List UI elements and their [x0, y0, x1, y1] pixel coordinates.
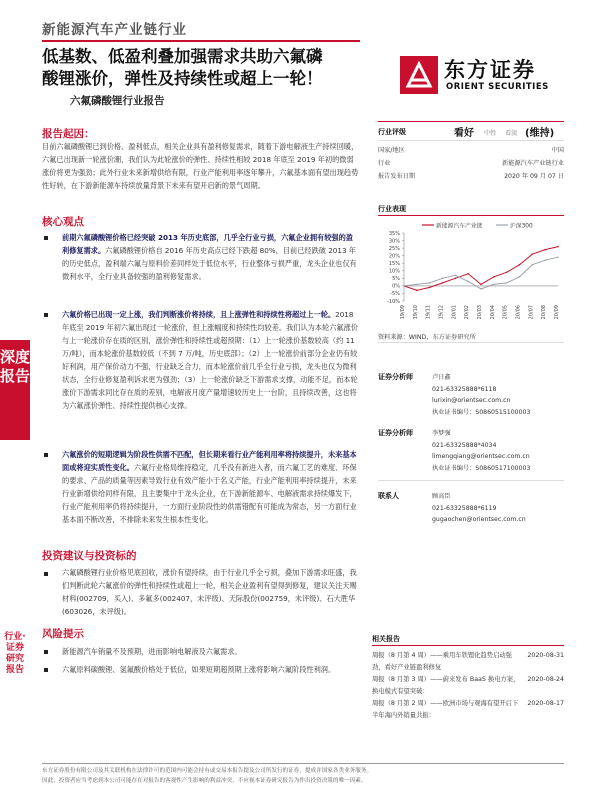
- related-item-2[interactable]: 周报（8 月第 3 周）——蔚来发布 BaaS 换电方案，换电模式有望突破：: [372, 676, 520, 695]
- contact-role: 联系人: [378, 492, 399, 500]
- rating-divider: [378, 140, 564, 141]
- rating-row-date-key: 报告发布日期: [378, 173, 416, 180]
- x-tick-label: 20/07: [528, 305, 535, 320]
- analyst-2-cert: 执业证书编号：S0860517100003: [432, 464, 531, 472]
- core-item-2-rest: 2018 年底至 2019 年初六氟出现过一轮涨价，但上涨幅度和持续性均较差。我们认为本轮六氟涨价与上一轮涨价存在质的区别，涨价弹性和持续性或超预期：（1）上一轮涨价基数较高（约 11 万/吨），而本轮涨价基数较低（不到 7 万/吨，历史底部）；（2）上一轮涨价前部分企业仍有较好利润，用产保价动力不强，行业缺乏合力，而本轮涨价前几乎全行业亏损，龙头也仅为微利状态，全行业修复盈利诉求更为强劲；（3）上一轮涨价缺乏下游需求支撑，动能不足，而本轮涨价下游需求同比存在质的差别，电解液月度产量增速较历史上一台阶，且持续改善，这也将为六氟涨价弹性、持续性提供核心支撑。: [62, 310, 358, 410]
- title-line-1: 低基数、低盈利叠加强需求共助六氟磷: [42, 47, 323, 66]
- point-index: [442, 278, 444, 280]
- point-sector: [416, 290, 418, 292]
- core-item-3: [62, 448, 360, 526]
- performance-source: 资料来源：WIND，东方证券研究所: [378, 334, 476, 341]
- analyst-1-name: 卢日鑫: [432, 374, 451, 381]
- point-index: [403, 285, 405, 287]
- related-heading: 相关报告: [372, 635, 400, 643]
- rating-row-date-value: 2020 年 09 月 07 日: [504, 173, 564, 180]
- x-tick-label: 20/04: [489, 305, 496, 320]
- sector-divider: [42, 40, 360, 42]
- point-sector: [544, 249, 546, 251]
- point-index: [455, 275, 457, 277]
- core-item-1-rest: 六氟磷酸锂价格自 2016 年历史高点已经下跌超 80%，目前已经跌破 2013 年的历史低点，盈利端六氟与原料价差同样处于低位水平，行业整体亏损严重，龙头企业也仅有微利水平，全行业具备较强的盈利修复需求。: [62, 246, 357, 281]
- related-item-1-date: 2020-08-31: [527, 652, 564, 659]
- logo-name-en: ORIENT SECURITIES: [446, 82, 549, 92]
- point-sector: [493, 276, 495, 278]
- y-tick-label: 20%: [388, 253, 400, 260]
- point-sector: [455, 278, 457, 280]
- point-index: [493, 284, 495, 286]
- footer-line-2: 因此，投资者应当考虑到本公司可能存在对报告的客观性产生影响的利益冲突，不应视本证券研究报告为作出投资决策的唯一因素。: [42, 778, 367, 784]
- analyst-2-block: [432, 428, 530, 474]
- rating-row-industry-key: 行业: [378, 160, 391, 167]
- rating-row-region-value: 中国: [551, 147, 564, 154]
- performance-heading: 行业表现: [378, 205, 406, 213]
- rating-top-rule: [378, 121, 564, 122]
- analyst-2-name: 李梦强: [432, 430, 451, 437]
- rating-row-region-key: 国家/地区: [378, 147, 405, 154]
- footer-rule: [42, 763, 564, 764]
- contact-name: 顾高臣: [432, 493, 451, 500]
- origin-text: 目前六氟磷酸锂已到价格、盈利低点，相关企业具有盈利修复需求，随着下游电解液生产持续回暖，六氟已出现新一轮涨价潮，我们认为此轮涨价的弹性、持续性相较 2018 年底至 2019 年初的微弱涨价将更为强劲；此外行业未来新增供给有限，行业产能利用率逐年攀升，六氟基本面有望出现趋势性好转，在下游新能源车持续放量背景下未来有望开启新的景气周期。: [42, 142, 359, 190]
- x-tick-label: 20/08: [541, 305, 548, 320]
- performance-chart: [378, 219, 564, 329]
- report-subtitle: 六氟磷酸锂行业报告: [70, 95, 165, 107]
- point-sector: [442, 282, 444, 284]
- y-tick-label: 15%: [388, 261, 400, 268]
- legend-sector-label: 新能源汽车产业链: [436, 223, 483, 230]
- analyst-1-block: [432, 372, 530, 418]
- analyst-2-email[interactable]: limengqiang@orientsec.com.cn: [432, 453, 530, 460]
- point-index: [416, 284, 418, 286]
- contact-email[interactable]: gugaochen@orientsec.com.cn: [432, 516, 526, 523]
- core-item-3-lead: 六氟涨价的短期逻辑为阶段性供需不匹配，但长期来看行业产能利用率将持续提升，未来基本面或将迎实质性变化。: [62, 450, 357, 472]
- rating-mid: 中性: [484, 130, 497, 137]
- bullet-icon: [44, 313, 48, 317]
- footer-disclaimer: [42, 766, 564, 786]
- core-item-2: [62, 308, 360, 412]
- logo-name-cn: 东方证券: [444, 58, 536, 82]
- analyst-1-phone: 021-63325888*6118: [432, 385, 497, 393]
- rating-value: 看好: [454, 128, 474, 139]
- performance-rule: [378, 215, 564, 216]
- x-tick-label: 20/05: [502, 305, 509, 320]
- orient-securities-logo: [400, 52, 565, 100]
- y-tick-label: -5%: [390, 291, 400, 298]
- performance-chart-svg: [378, 219, 564, 329]
- point-sector: [467, 273, 469, 275]
- origin-heading: 报告起因：: [42, 128, 95, 140]
- invest-heading: 投资建议与投资标的: [42, 550, 137, 562]
- point-index: [532, 264, 534, 266]
- contact-block: [432, 491, 526, 526]
- related-rule: [372, 645, 564, 646]
- risk-item-2: 六氟原料碳酸锂、氢氟酸价格处于低位，如果短期超预期上涨将影响六氟阶段性利润。: [62, 665, 336, 674]
- rating-low: 看淡: [505, 130, 518, 137]
- y-tick-label: 5%: [392, 276, 400, 283]
- analyst-1-email[interactable]: lurixin@orientsec.com.cn: [432, 397, 511, 404]
- core-item-3-rest: 六氟行业格局维持稳定，几乎没有新进入者，而六氟工艺的难度、环保的要求、产品的质量等因素导致行业有效产能小于名义产能，行业产能利用率持续提升，未来行业新增供给同样有限，且主要集中于龙头企业，在下游新能源车、电解液需求持续爆发下，行业产能利用率仍将持续提升，一方面行业阶段性的供需错配有可能成为常态，另一方面行业基本面不断改善，不排除未来发生根本性变化。: [62, 463, 357, 524]
- bullet-icon: [44, 572, 48, 576]
- bullet-icon: [44, 236, 48, 240]
- risk-heading: 风险提示: [42, 628, 84, 640]
- side-tag: 行业·证券研究报告: [4, 632, 26, 675]
- x-tick-label: 19/09: [400, 305, 406, 320]
- y-tick-label: 10%: [388, 268, 400, 275]
- y-tick-label: 0%: [392, 283, 400, 290]
- related-item-2-date: 2020-08-24: [527, 676, 564, 683]
- x-tick-label: 20/03: [477, 305, 483, 320]
- bullet-icon: [44, 668, 48, 672]
- logo-mark-icon: [400, 56, 438, 94]
- point-index: [544, 259, 546, 261]
- point-sector: [532, 253, 534, 255]
- point-sector: [519, 264, 521, 266]
- invest-text: 六氟磷酸锂行业价格见底回收，涨价有望持续，由于行业几乎全亏损，叠加下游需求旺盛，我们判断此轮六氟涨价的弹性和持续性或超上一轮，相关企业盈利有望得到修复，建议关注天赐材料(002709，买入)、多氟多(002407，未评级)、天际股份(002759，未评级)、石大胜华(603026，未评级)。: [62, 568, 357, 616]
- core-heading: 核心观点: [42, 216, 84, 228]
- x-tick-label: 20/02: [464, 305, 471, 320]
- analyst-1-role: 证券分析师: [378, 373, 413, 381]
- y-tick-label: -10%: [387, 298, 400, 305]
- side-band: [0, 340, 30, 440]
- x-tick-label: 20/09: [554, 305, 560, 320]
- related-item-1[interactable]: 周报（8 月第 4 周）——乘用车铁锂化趋势启动强劲，看好产业链盈利修复: [372, 652, 512, 671]
- x-tick-label: 19/10: [412, 305, 419, 320]
- analyst-2-role: 证券分析师: [378, 429, 413, 437]
- title-line-2: 酸锂涨价，弹性及持续性或超上一轮！: [42, 69, 323, 88]
- analyst-2-phone: 021-63325888*4034: [432, 441, 497, 449]
- point-index: [467, 281, 469, 283]
- point-index: [480, 288, 482, 290]
- performance-bottom-rule: [378, 342, 564, 343]
- sector-label: 新能源汽车产业链行业: [42, 22, 187, 38]
- analyst-1-cert: 执业证书编号：S0860515100003: [432, 408, 531, 416]
- related-item-3[interactable]: 周报（8 月第 2 周）——欧洲市场与观海有望开启下半年海内外销量共振：: [372, 700, 519, 719]
- core-item-1: [62, 231, 360, 283]
- core-item-2-lead: 六氟价格已出现一定上涨，我们判断涨价将持续，且上涨弹性和持续性将超过上一轮。: [62, 310, 336, 319]
- report-title: [42, 46, 377, 90]
- rating-label: 行业评级: [378, 128, 406, 136]
- point-index: [506, 282, 508, 284]
- rating-status: (维持): [525, 128, 555, 139]
- point-sector: [480, 284, 482, 286]
- x-tick-label: 20/01: [451, 305, 458, 320]
- core-item-1-lead: 前期六氟磷酸锂价格已经突破 2013 年历史底部，几乎全行业亏损，六氟企业拥有较强的盈利修复需求。: [62, 233, 353, 255]
- bullet-icon: [44, 650, 48, 654]
- point-index: [557, 256, 559, 258]
- point-index: [429, 282, 431, 284]
- side-band-line-2: 报告: [0, 367, 31, 385]
- x-tick-label: 19/11: [425, 305, 432, 320]
- x-tick-label: 20/06: [515, 305, 522, 320]
- side-band-line-1: 深度: [0, 348, 31, 366]
- risk-item-1: 新能源汽车销量不及预期，进而影响电解液及六氟需求。: [62, 647, 242, 656]
- point-index: [519, 276, 521, 278]
- contact-phone: 021-63325888*6119: [432, 504, 497, 512]
- footer-line-1: 东方证券股份有限公司及其关联机构在法律许可的范围内可能会持有或交易本报告提及公司所发行的证券，提成并国家各类业务服务。: [42, 768, 373, 774]
- point-sector: [557, 246, 559, 248]
- bullet-icon: [44, 453, 48, 457]
- rating-row-industry-value: 新能源汽车产业链行业: [502, 160, 564, 167]
- analyst-divider: [378, 480, 564, 481]
- point-sector: [429, 287, 431, 289]
- legend-index-label: 沪深300: [510, 223, 533, 230]
- y-tick-label: 30%: [388, 238, 400, 245]
- related-item-3-date: 2020-08-17: [527, 700, 564, 707]
- point-sector: [506, 271, 508, 273]
- y-tick-label: 35%: [388, 230, 400, 237]
- y-tick-label: 25%: [388, 245, 400, 252]
- x-tick-label: 19/12: [438, 305, 445, 320]
